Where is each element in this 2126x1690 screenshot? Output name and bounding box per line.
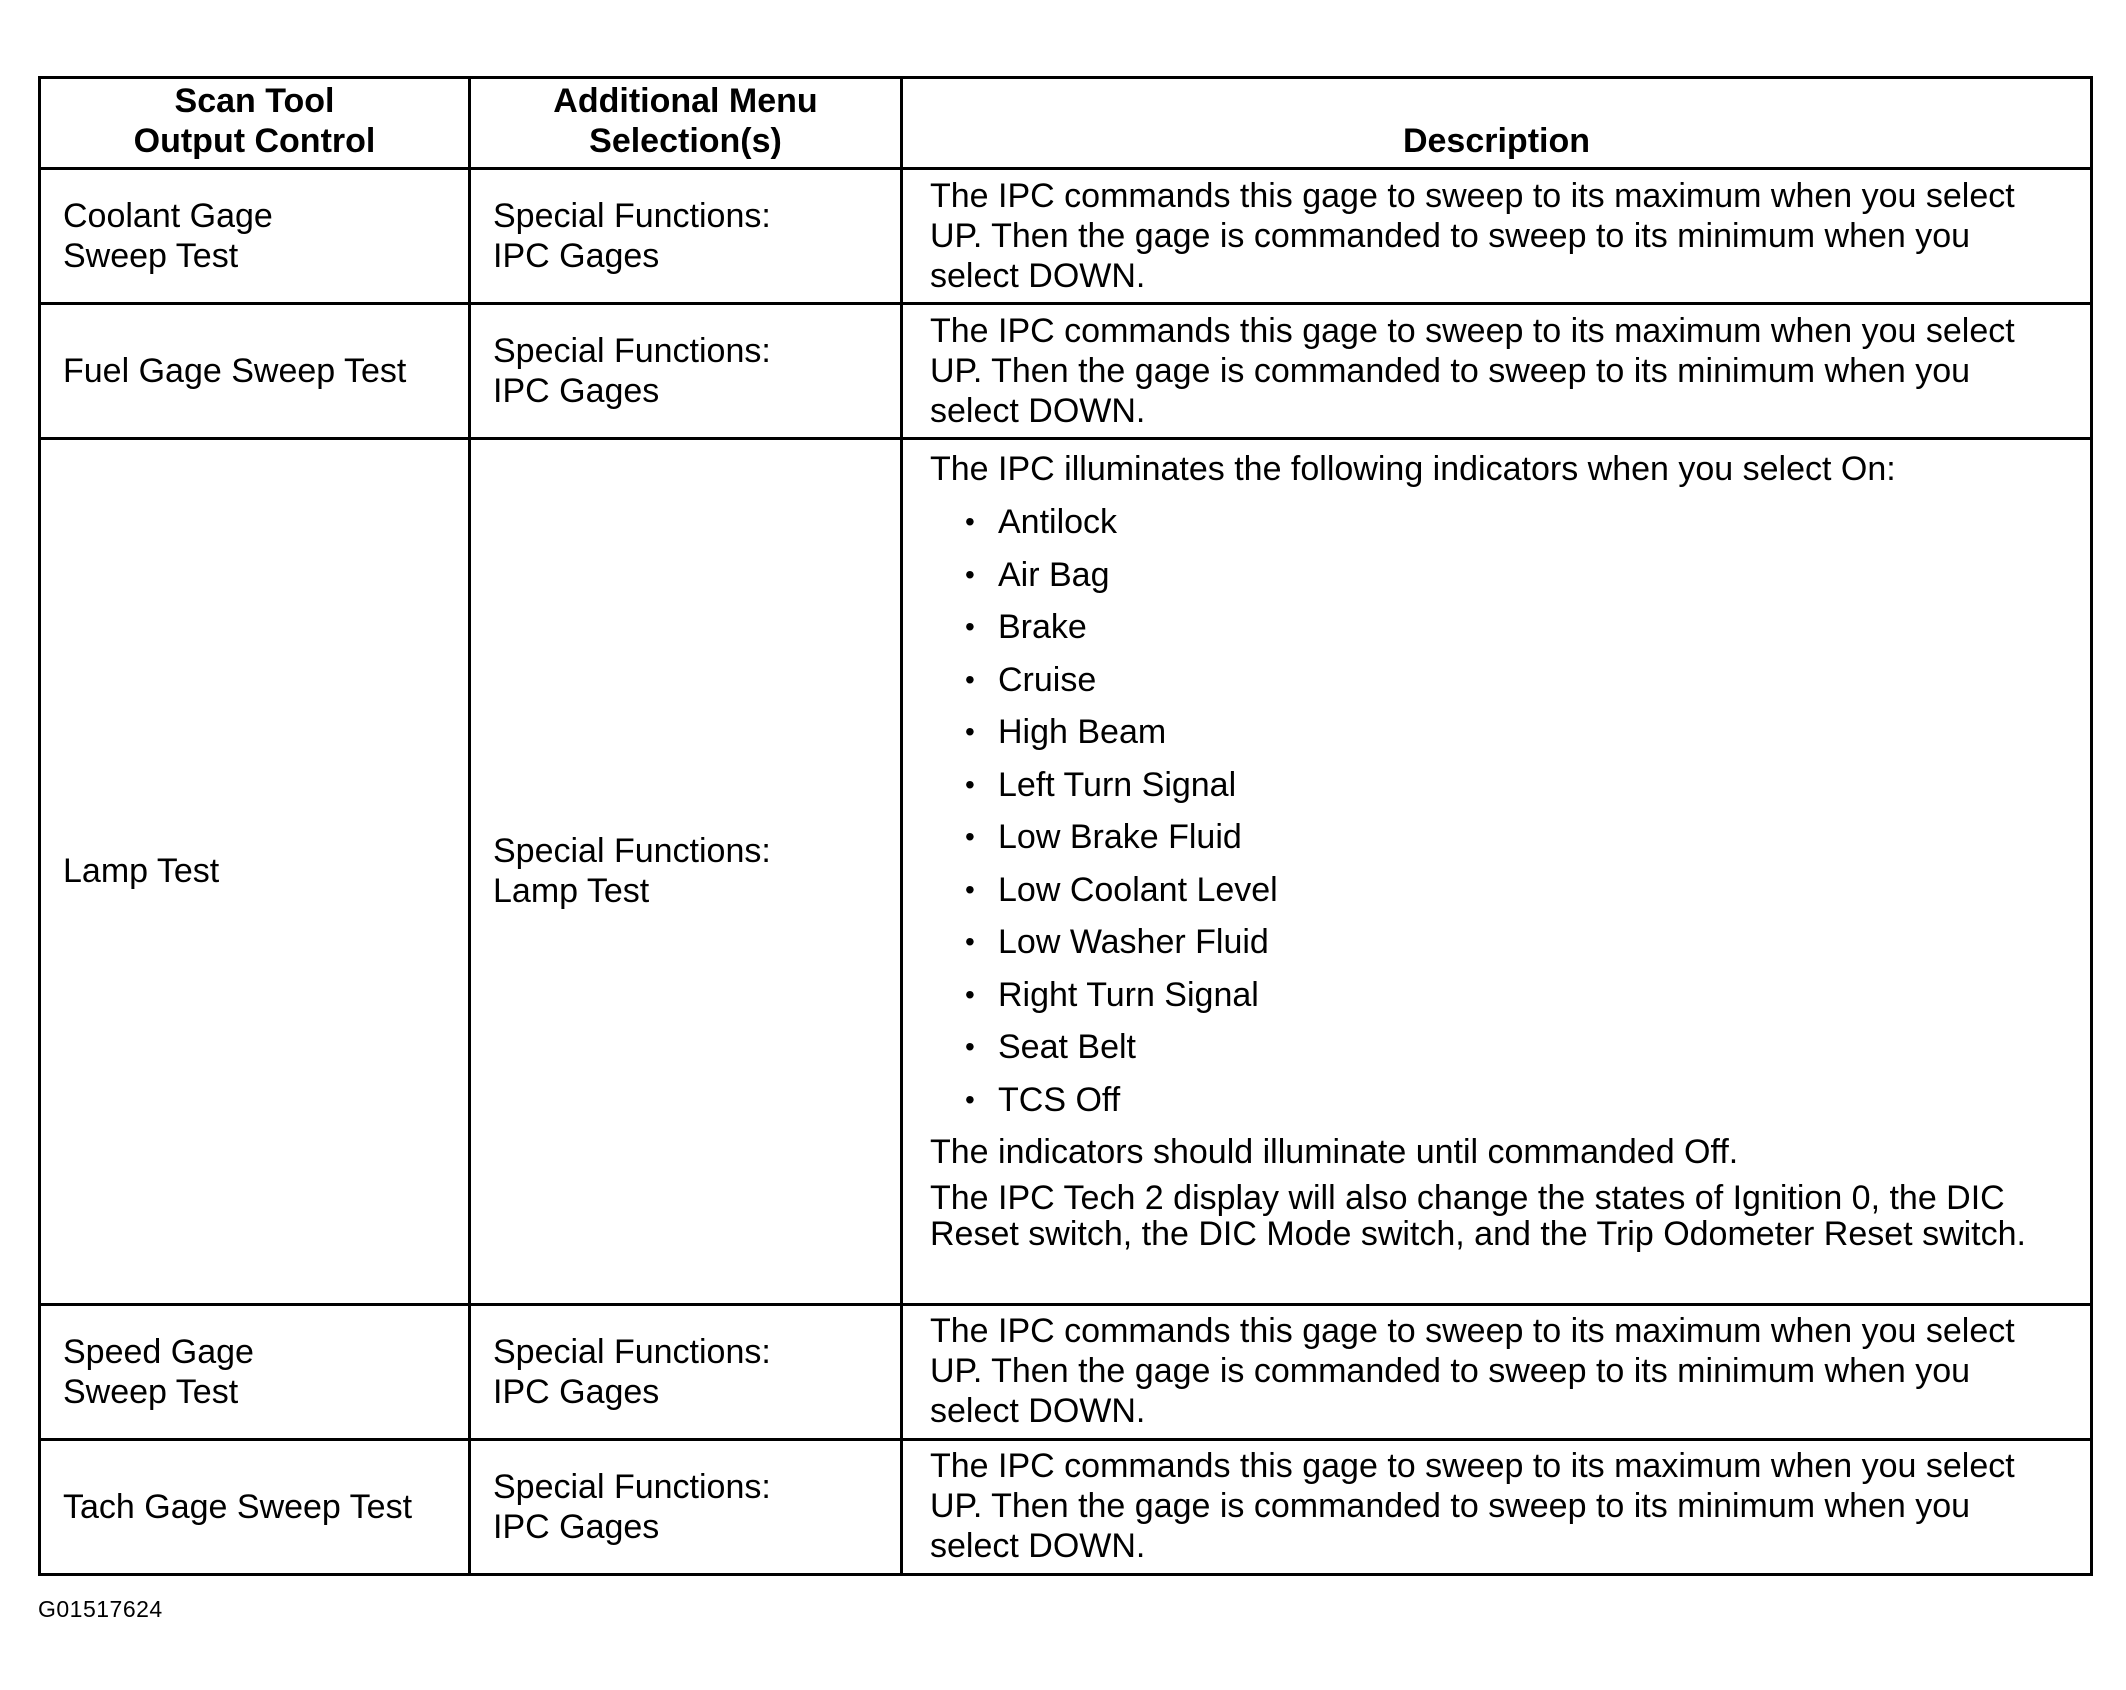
header-additional-menu-selections: [470, 78, 902, 169]
menu-selection-cell: [470, 1439, 902, 1574]
menu-selection-line: IPC Gages: [493, 1372, 660, 1411]
table-row: [40, 1439, 2092, 1574]
output-control-cell: [40, 304, 470, 439]
indicator-list: [930, 496, 2066, 1126]
menu-selection-line: Lamp Test: [493, 872, 650, 911]
description-cell: [902, 439, 2092, 1305]
output-control-table: [38, 76, 2093, 1576]
indicator-intro: The IPC illuminates the following indicators when you select On:: [930, 450, 1896, 489]
bullet-icon: •: [965, 873, 975, 905]
bullet-icon: •: [965, 663, 975, 695]
output-control-line: Speed Gage: [63, 1332, 254, 1371]
header-line: Additional Menu: [553, 82, 818, 120]
table-row: [40, 439, 2092, 1305]
indicator-name: Brake: [998, 608, 1087, 647]
list-item: [965, 1074, 2066, 1127]
bullet-icon: •: [965, 1083, 975, 1115]
description-cell: The IPC commands this gage to sweep to its maximum when you select UP. Then the gage is commanded to sweep to its minimum when you select DOWN.: [902, 1439, 2092, 1574]
description-cell: The IPC commands this gage to sweep to its maximum when you select UP. Then the gage is commanded to sweep to its minimum when you select DOWN.: [902, 169, 2092, 304]
list-item: [965, 864, 2066, 917]
indicator-name: High Beam: [998, 713, 1167, 752]
menu-selection-line: Special Functions:: [493, 832, 771, 871]
indicator-name: Low Washer Fluid: [998, 923, 1269, 962]
indicator-name: TCS Off: [998, 1080, 1121, 1119]
output-control-line: Coolant Gage: [63, 197, 273, 235]
list-item: [965, 549, 2066, 602]
indicator-name: Antilock: [998, 503, 1118, 542]
bullet-icon: •: [965, 978, 975, 1010]
figure-id-label: G01517624: [38, 1596, 163, 1622]
menu-selection-line: IPC Gages: [493, 237, 660, 275]
list-item: [965, 969, 2066, 1022]
bullet-icon: •: [965, 926, 975, 958]
output-control-line: Lamp Test: [63, 852, 220, 891]
header-line: Scan Tool: [174, 82, 335, 120]
list-item: [965, 1021, 2066, 1074]
list-item: [965, 916, 2066, 969]
menu-selection-line: Special Functions:: [493, 1467, 771, 1506]
list-item: [965, 654, 2066, 707]
bullet-icon: •: [965, 821, 975, 853]
tech2-display-note: The IPC Tech 2 display will also change the states of Ignition 0, the DIC Reset switch, the DIC Mode switch, and the Trip Odometer Reset switch.: [930, 1179, 2026, 1254]
bullet-icon: •: [965, 716, 975, 748]
output-control-line: Sweep Test: [63, 1372, 239, 1411]
menu-selection-line: Special Functions:: [493, 197, 771, 235]
bullet-icon: •: [965, 506, 975, 538]
bullet-icon: •: [965, 558, 975, 590]
table-row: [40, 1304, 2092, 1439]
bullet-icon: •: [965, 611, 975, 643]
list-item: [965, 706, 2066, 759]
table-row: [40, 304, 2092, 439]
indicator-note: The indicators should illuminate until commanded Off.: [930, 1133, 1739, 1172]
output-control-cell: [40, 1439, 470, 1574]
indicator-name: Cruise: [998, 660, 1097, 699]
header-line: Selection(s): [589, 122, 782, 160]
header-line: Output Control: [133, 122, 376, 160]
output-control-line: Sweep Test: [63, 237, 239, 275]
header-description: Description: [902, 78, 2092, 169]
list-item: [965, 811, 2066, 864]
menu-selection-cell: [470, 439, 902, 1305]
indicator-name: Right Turn Signal: [998, 975, 1259, 1014]
bullet-icon: •: [965, 1031, 975, 1063]
menu-selection-line: IPC Gages: [493, 1507, 660, 1546]
output-control-cell: [40, 169, 470, 304]
description-cell: The IPC commands this gage to sweep to its maximum when you select UP. Then the gage is commanded to sweep to its minimum when you select DOWN.: [902, 304, 2092, 439]
indicator-name: Left Turn Signal: [998, 765, 1237, 804]
indicator-name: Seat Belt: [998, 1028, 1136, 1067]
bullet-icon: •: [965, 768, 975, 800]
output-control-cell: [40, 439, 470, 1305]
description-cell: The IPC commands this gage to sweep to its maximum when you select UP. Then the gage is commanded to sweep to its minimum when you select DOWN.: [902, 1304, 2092, 1439]
output-control-cell: [40, 1304, 470, 1439]
menu-selection-line: Special Functions:: [493, 1332, 771, 1371]
indicator-name: Air Bag: [998, 555, 1110, 594]
indicator-name: Low Brake Fluid: [998, 818, 1242, 857]
menu-selection-cell: [470, 1304, 902, 1439]
list-item: [965, 496, 2066, 549]
table-header-row: [40, 78, 2092, 169]
menu-selection-line: IPC Gages: [493, 372, 660, 411]
menu-selection-cell: [470, 169, 902, 304]
output-control-line: Tach Gage Sweep Test: [63, 1487, 413, 1526]
indicator-name: Low Coolant Level: [998, 870, 1278, 909]
table-row: [40, 169, 2092, 304]
list-item: [965, 759, 2066, 812]
menu-selection-line: Special Functions:: [493, 332, 771, 371]
list-item: [965, 601, 2066, 654]
output-control-line: Fuel Gage Sweep Test: [63, 352, 407, 391]
header-scan-tool-output-control: [40, 78, 470, 169]
menu-selection-cell: [470, 304, 902, 439]
